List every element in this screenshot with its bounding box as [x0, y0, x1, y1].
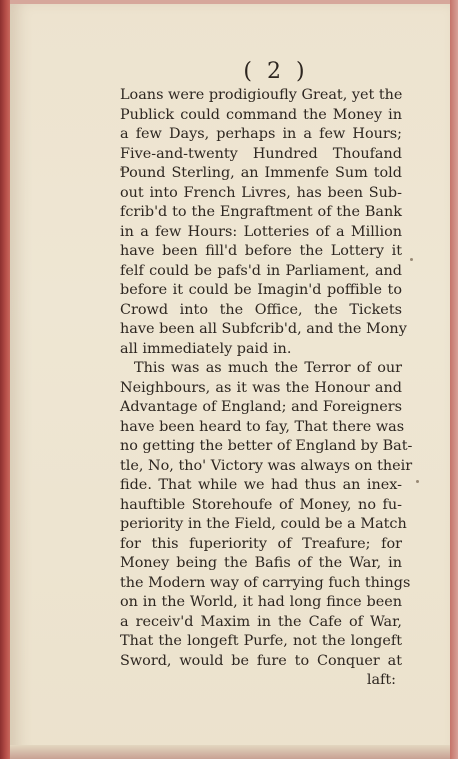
- text-line: out into French Livres, has been Sub-: [120, 184, 402, 201]
- text-line: Money being the Bafis of the War, in: [120, 555, 402, 571]
- text-line: for this fuperiority of Treafure; for: [120, 535, 402, 552]
- text-line: Advantage of England; and Foreigners: [120, 399, 402, 415]
- text-line: Crowd into the Office, the Tickets: [120, 301, 402, 318]
- ink-speck: [410, 258, 413, 261]
- text-line: have been all Subfcrib'd, and the Mony: [120, 321, 407, 337]
- text-line: Five-and-twenty Hundred Thoufand: [120, 145, 402, 162]
- text-line: hauftible Storehoufe of Money, no fu-: [120, 496, 402, 513]
- book-spine: [0, 0, 10, 759]
- text-line: Loans were prodigioufly Great, yet the: [120, 87, 403, 103]
- page-bottom-edge: [10, 745, 450, 759]
- text-line: tle, No, tho' Victory was always on their: [120, 457, 413, 474]
- text-line: fide. That while we had thus an inex-: [120, 477, 402, 493]
- text-line: a few Days, perhaps in a few Hours;: [120, 126, 402, 142]
- page-top-edge: [10, 0, 450, 4]
- text-line: before it could be Imagin'd poffible to: [120, 282, 402, 298]
- text-line: fcrib'd to the Engraftment of the Bank: [120, 204, 402, 220]
- text-line: Sword, would be fure to Conquer at: [120, 652, 402, 669]
- text-line: no getting the better of England by Bat-: [120, 438, 413, 454]
- catchword: laft:: [366, 672, 396, 688]
- text-line: Publick could command the Money in: [120, 106, 402, 123]
- text-line: the Modern way of carrying fuch things: [120, 574, 411, 591]
- text-line: in a few Hours: Lotteries of a Million: [120, 223, 402, 240]
- text-line: That the longeft Purfe, not the longeft: [120, 633, 402, 649]
- page-number: ( 2 ): [243, 59, 309, 84]
- text-line: Neighbours, as it was the Honour and: [120, 379, 402, 396]
- text-line: a receiv'd Maxim in the Cafe of War,: [120, 613, 402, 630]
- text-line: all immediately paid in.: [120, 340, 292, 357]
- text-line: on in the World, it had long fince been: [120, 594, 402, 610]
- text-line: This was as much the Terror of our: [134, 360, 402, 376]
- ink-speck: [416, 480, 419, 483]
- text-line: periority in the Field, could be a Match: [120, 516, 407, 532]
- page-text-block: [120, 58, 413, 691]
- page-right-edge: [450, 0, 458, 759]
- text-line: have been heard to fay, That there was: [120, 418, 405, 435]
- text-line: Pound Sterling, an Immenfe Sum told: [120, 165, 402, 181]
- text-line: have been fill'd before the Lottery it: [120, 243, 402, 259]
- text-line: felf could be pafs'd in Parliament, and: [120, 262, 402, 279]
